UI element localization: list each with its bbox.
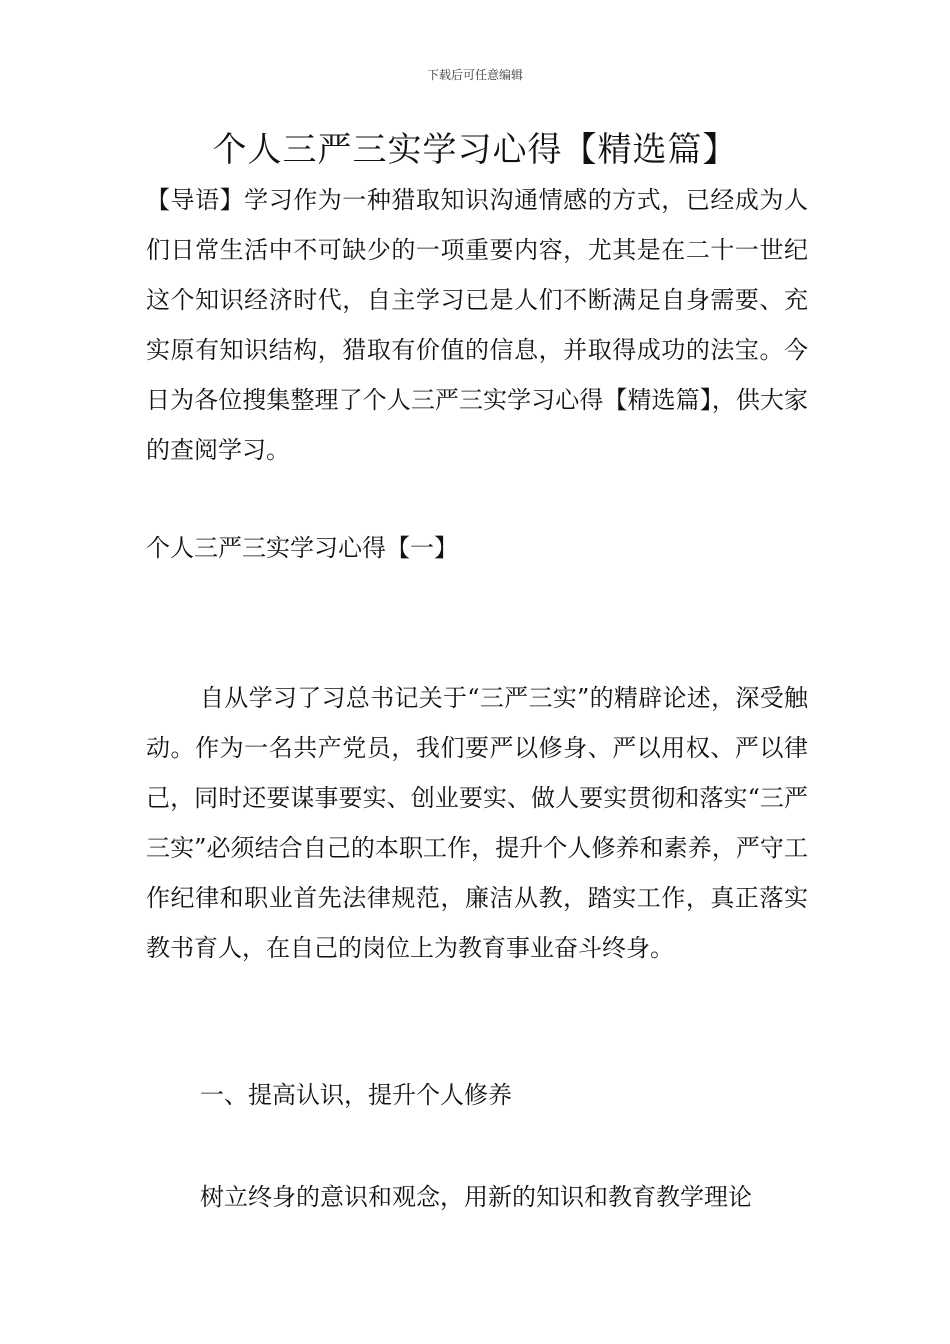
header-note: 下载后可任意编辑 xyxy=(426,68,523,82)
subheading: 一、提高认识，提升个人修养 xyxy=(200,1081,512,1109)
intro-paragraph: 【导语】学习作为一种猎取知识沟通情感的方式，已经成为人们日常生活中不可缺少的一项重要内容，尤其是在二十一世纪这个知识经济时代，自主学习已是人们不断满足自身需要、充实原有知识结构，猎取有价值的信息，并取得成功的法宝。今日为各位搜集整理了个人三严三实学习心得【精选篇】，供大家的查阅学习。 xyxy=(146,186,808,464)
body-paragraph: 树立终身的意识和观念，用新的知识和教育教学理论 xyxy=(200,1183,752,1211)
document-title: 个人三严三实学习心得【精选篇】 xyxy=(212,130,738,170)
section-heading: 个人三严三实学习心得【一】 xyxy=(146,534,458,562)
body-paragraph: 自从学习了习总书记关于“三严三实”的精辟论述，深受触动。作为一名共产党员，我们要严以修身、严以用权、严以律己，同时还要谋事要实、创业要实、做人要实贯彻和落实“三严三实”必须结合自己的本职工作，提升个人修养和素养，严守工作纪律和职业首先法律规范，廉洁从教，踏实工作，真正落实教书育人，在自己的岗位上为教育事业奋斗终身。 xyxy=(146,684,808,962)
